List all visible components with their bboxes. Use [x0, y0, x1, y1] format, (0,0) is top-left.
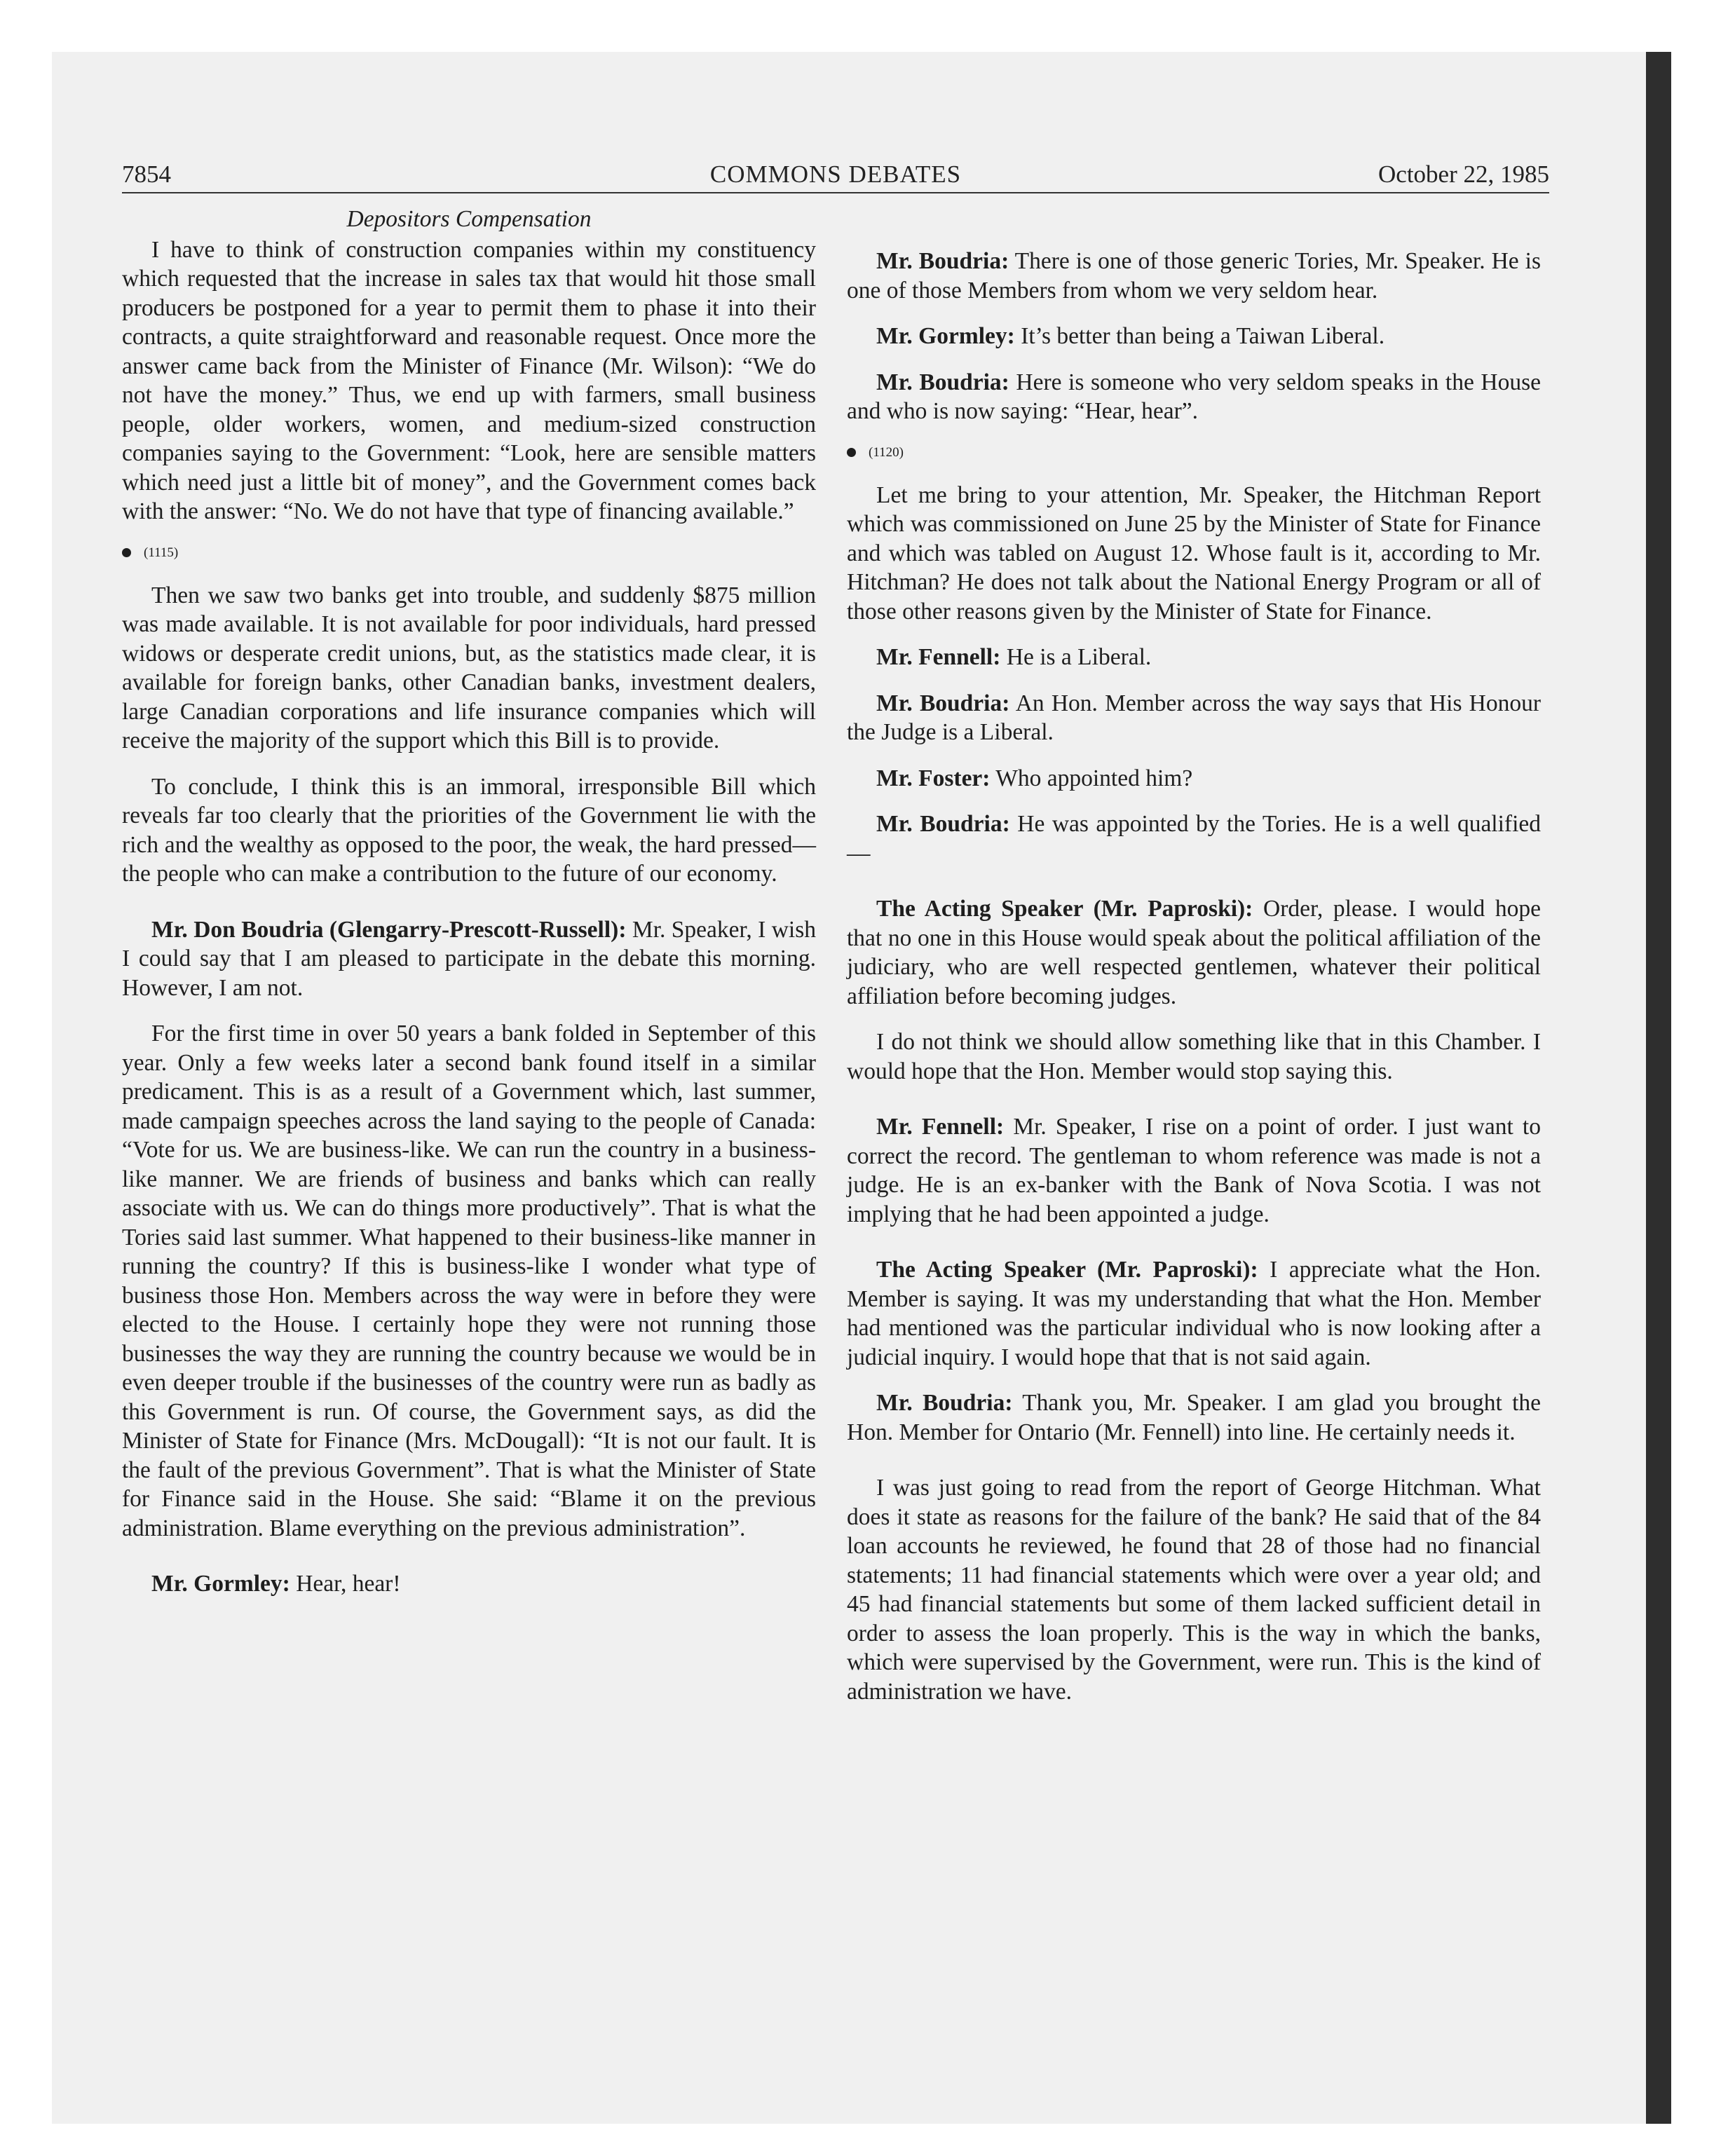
right-column	[847, 247, 1541, 1706]
speech-text: Mr. Speaker, I rise on a point of order. I just want to correct the record. The gentleman to whom reference was made is not a judge. He is an ex-banker with the Bank of Nova Scotia. I was not implying that he had been appointed a judge.	[847, 1114, 1541, 1227]
speech	[847, 810, 1541, 868]
speaker-name: Mr. Don Boudria (Glengarry-Prescott-Russell):	[151, 916, 627, 943]
speech	[847, 368, 1541, 426]
speech-text: Order, please. I would hope that no one in this House would speak about the political affiliation of the judiciary, who are well respected gentlemen, whatever their political affiliation before becoming judges.	[847, 896, 1541, 1009]
header-rule	[122, 192, 1549, 193]
speech-text: He is a Liberal.	[1006, 644, 1152, 670]
speaker-name: The Acting Speaker (Mr. Paproski):	[876, 1257, 1258, 1283]
speaker-name: Mr. Foster:	[876, 765, 991, 791]
speaker-name: Mr. Fennell:	[876, 1114, 1005, 1140]
page-header	[122, 157, 1549, 192]
speech	[847, 1389, 1541, 1447]
speaker-name: The Acting Speaker (Mr. Paproski):	[876, 896, 1253, 922]
speaker-name: Mr. Boudria:	[876, 369, 1009, 395]
bullet-dot-icon	[122, 548, 131, 557]
paragraph: Then we saw two banks get into trouble, and suddenly $875 million was made available. It is not available for poor individuals, hard pressed widows or desperate credit unions, but, as the statistics made clear, it is available for foreign banks, other Canadian banks, investment dealers, large Canadian corporations and life insurance companies which will receive the majority of the support which this Bill is to provide.	[122, 582, 816, 753]
speech	[847, 689, 1541, 747]
speaker-name: Mr. Boudria:	[876, 248, 1009, 274]
speech-text: There is one of those generic Tories, Mr. Speaker. He is one of those Members from whom we very seldom hear.	[847, 248, 1541, 303]
speaker-name: Mr. Boudria:	[876, 811, 1010, 837]
speech-text: An Hon. Member across the way says that His Honour the Judge is a Liberal.	[847, 690, 1542, 745]
speaker-name: Mr. Boudria:	[876, 1390, 1013, 1416]
speech-text: He was appointed by the Tories. He is a well qualified—	[847, 811, 1542, 866]
speech-text: Mr. Speaker, I wish I could say that I am pleased to participate in the debate this morning. However, I am not.	[122, 916, 816, 1001]
left-column	[122, 205, 816, 1599]
speech	[847, 1255, 1541, 1372]
speaker-name: Mr. Fennell:	[876, 644, 1001, 670]
speech	[122, 1569, 816, 1599]
speech	[847, 247, 1541, 305]
publication-title: COMMONS DEBATES	[709, 161, 962, 188]
speech	[847, 322, 1541, 351]
time-marker-label: (1115)	[144, 545, 179, 560]
paragraph: For the first time in over 50 years a bank folded in September of this year. Only a few weeks later a second bank found itself in a similar predicament. This is as a result of a Government which, last summer, made campaign speeches across the land saying to the people of Canada: “Vote for us. We are business-like. We can run the country in a business-like manner. We are friends of business and banks which can really associate with us. We can do things more productively”. That is what the Tories said last summer. What happened to their business-like manner in running the country? If this is business-like I wonder what type of business those Hon. Members across the way were in before they were elected to the House. I certainly hope they were not running those businesses the way they are running the country because we would be in even deeper trouble if the businesses of the country were run as badly as this Government is run. Of course, the Government says, as did the Minister of State for Finance (Mrs. McDougall): “It is not our fault. It is the fault of the previous Government”. That is what the Minister of State for Finance said in the House. She said: “Blame it on the previous administration. Blame everything on the previous administration”.	[122, 1021, 816, 1541]
page-date: October 22, 1985	[1378, 161, 1549, 188]
bullet-dot-icon	[847, 448, 856, 457]
page-number: 7854	[122, 161, 171, 188]
paragraph: I was just going to read from the report of George Hitchman. What does it state as reasons for the failure of the bank? He said that of the 84 loan accounts he reviewed, he found that 28 of those had no financial statements; 11 had financial statements which were over a year old; and 45 had financial statements but some of them lacked sufficient detail in order to assess the loan properly. This is the way in which the banks, which were supervised by the Government, were run. This is the kind of administration we have.	[847, 1475, 1541, 1705]
speech-text: Here is someone who very seldom speaks in the House and who is now saying: “Hear, hear”.	[847, 369, 1541, 424]
scan-edge-shadow	[1646, 52, 1671, 2124]
speech-text: Thank you, Mr. Speaker. I am glad you brought the Hon. Member for Ontario (Mr. Fennell) into line. He certainly needs it.	[847, 1390, 1541, 1445]
speech-text: Hear, hear!	[296, 1571, 401, 1597]
speech	[847, 1112, 1541, 1229]
speaker-name: Mr. Gormley:	[876, 323, 1015, 349]
speech-text: Who appointed him?	[995, 765, 1193, 791]
paragraph: I have to think of construction companies within my constituency which requested that the increase in sales tax that would hit those small producers be postponed for a year to permit them to phase it into their contracts, a quite straightforward and reasonable request. Once more the answer came back from the Minister of Finance (Mr. Wilson): “We do not have the money.” Thus, we end up with farmers, small business people, older workers, women, and medium-sized construction companies saying to the Government: “Look, here are sensible matters which need just a little bit of money”, and the Government comes back with the answer: “No. We do not have that type of financing available.”	[122, 236, 816, 524]
speech	[122, 915, 816, 1003]
time-marker	[122, 543, 816, 563]
speech	[847, 764, 1541, 793]
speech-text: I appreciate what the Hon. Member is saying. It was my understanding that what the Hon. Member had mentioned was the particular individual who is now looking after a judicial inquiry. I would hope that that is not said again.	[847, 1257, 1541, 1370]
time-marker	[847, 443, 1541, 463]
speech	[847, 894, 1541, 1011]
paragraph: I do not think we should allow something like that in this Chamber. I would hope that the Hon. Member would stop saying this.	[847, 1029, 1541, 1084]
speech-text: It’s better than being a Taiwan Liberal.	[1021, 323, 1385, 349]
speaker-name: Mr. Boudria:	[876, 690, 1010, 716]
speech	[847, 643, 1541, 672]
speaker-name: Mr. Gormley:	[151, 1571, 290, 1597]
paragraph: Let me bring to your attention, Mr. Speaker, the Hitchman Report which was commissioned on June 25 by the Minister of State for Finance and which was tabled on August 12. Whose fault is it, according to Mr. Hitchman? He does not talk about the National Energy Program or all of those other reasons given by the Minister of State for Finance.	[847, 482, 1541, 625]
section-title: Depositors Compensation	[346, 206, 592, 232]
time-marker-label: (1120)	[869, 444, 904, 460]
paragraph: To conclude, I think this is an immoral, irresponsible Bill which reveals far too clearly that the priorities of the Government lie with the rich and the wealthy as opposed to the poor, the weak, the hard pressed—the people who can make a contribution to the future of our economy.	[122, 773, 816, 887]
